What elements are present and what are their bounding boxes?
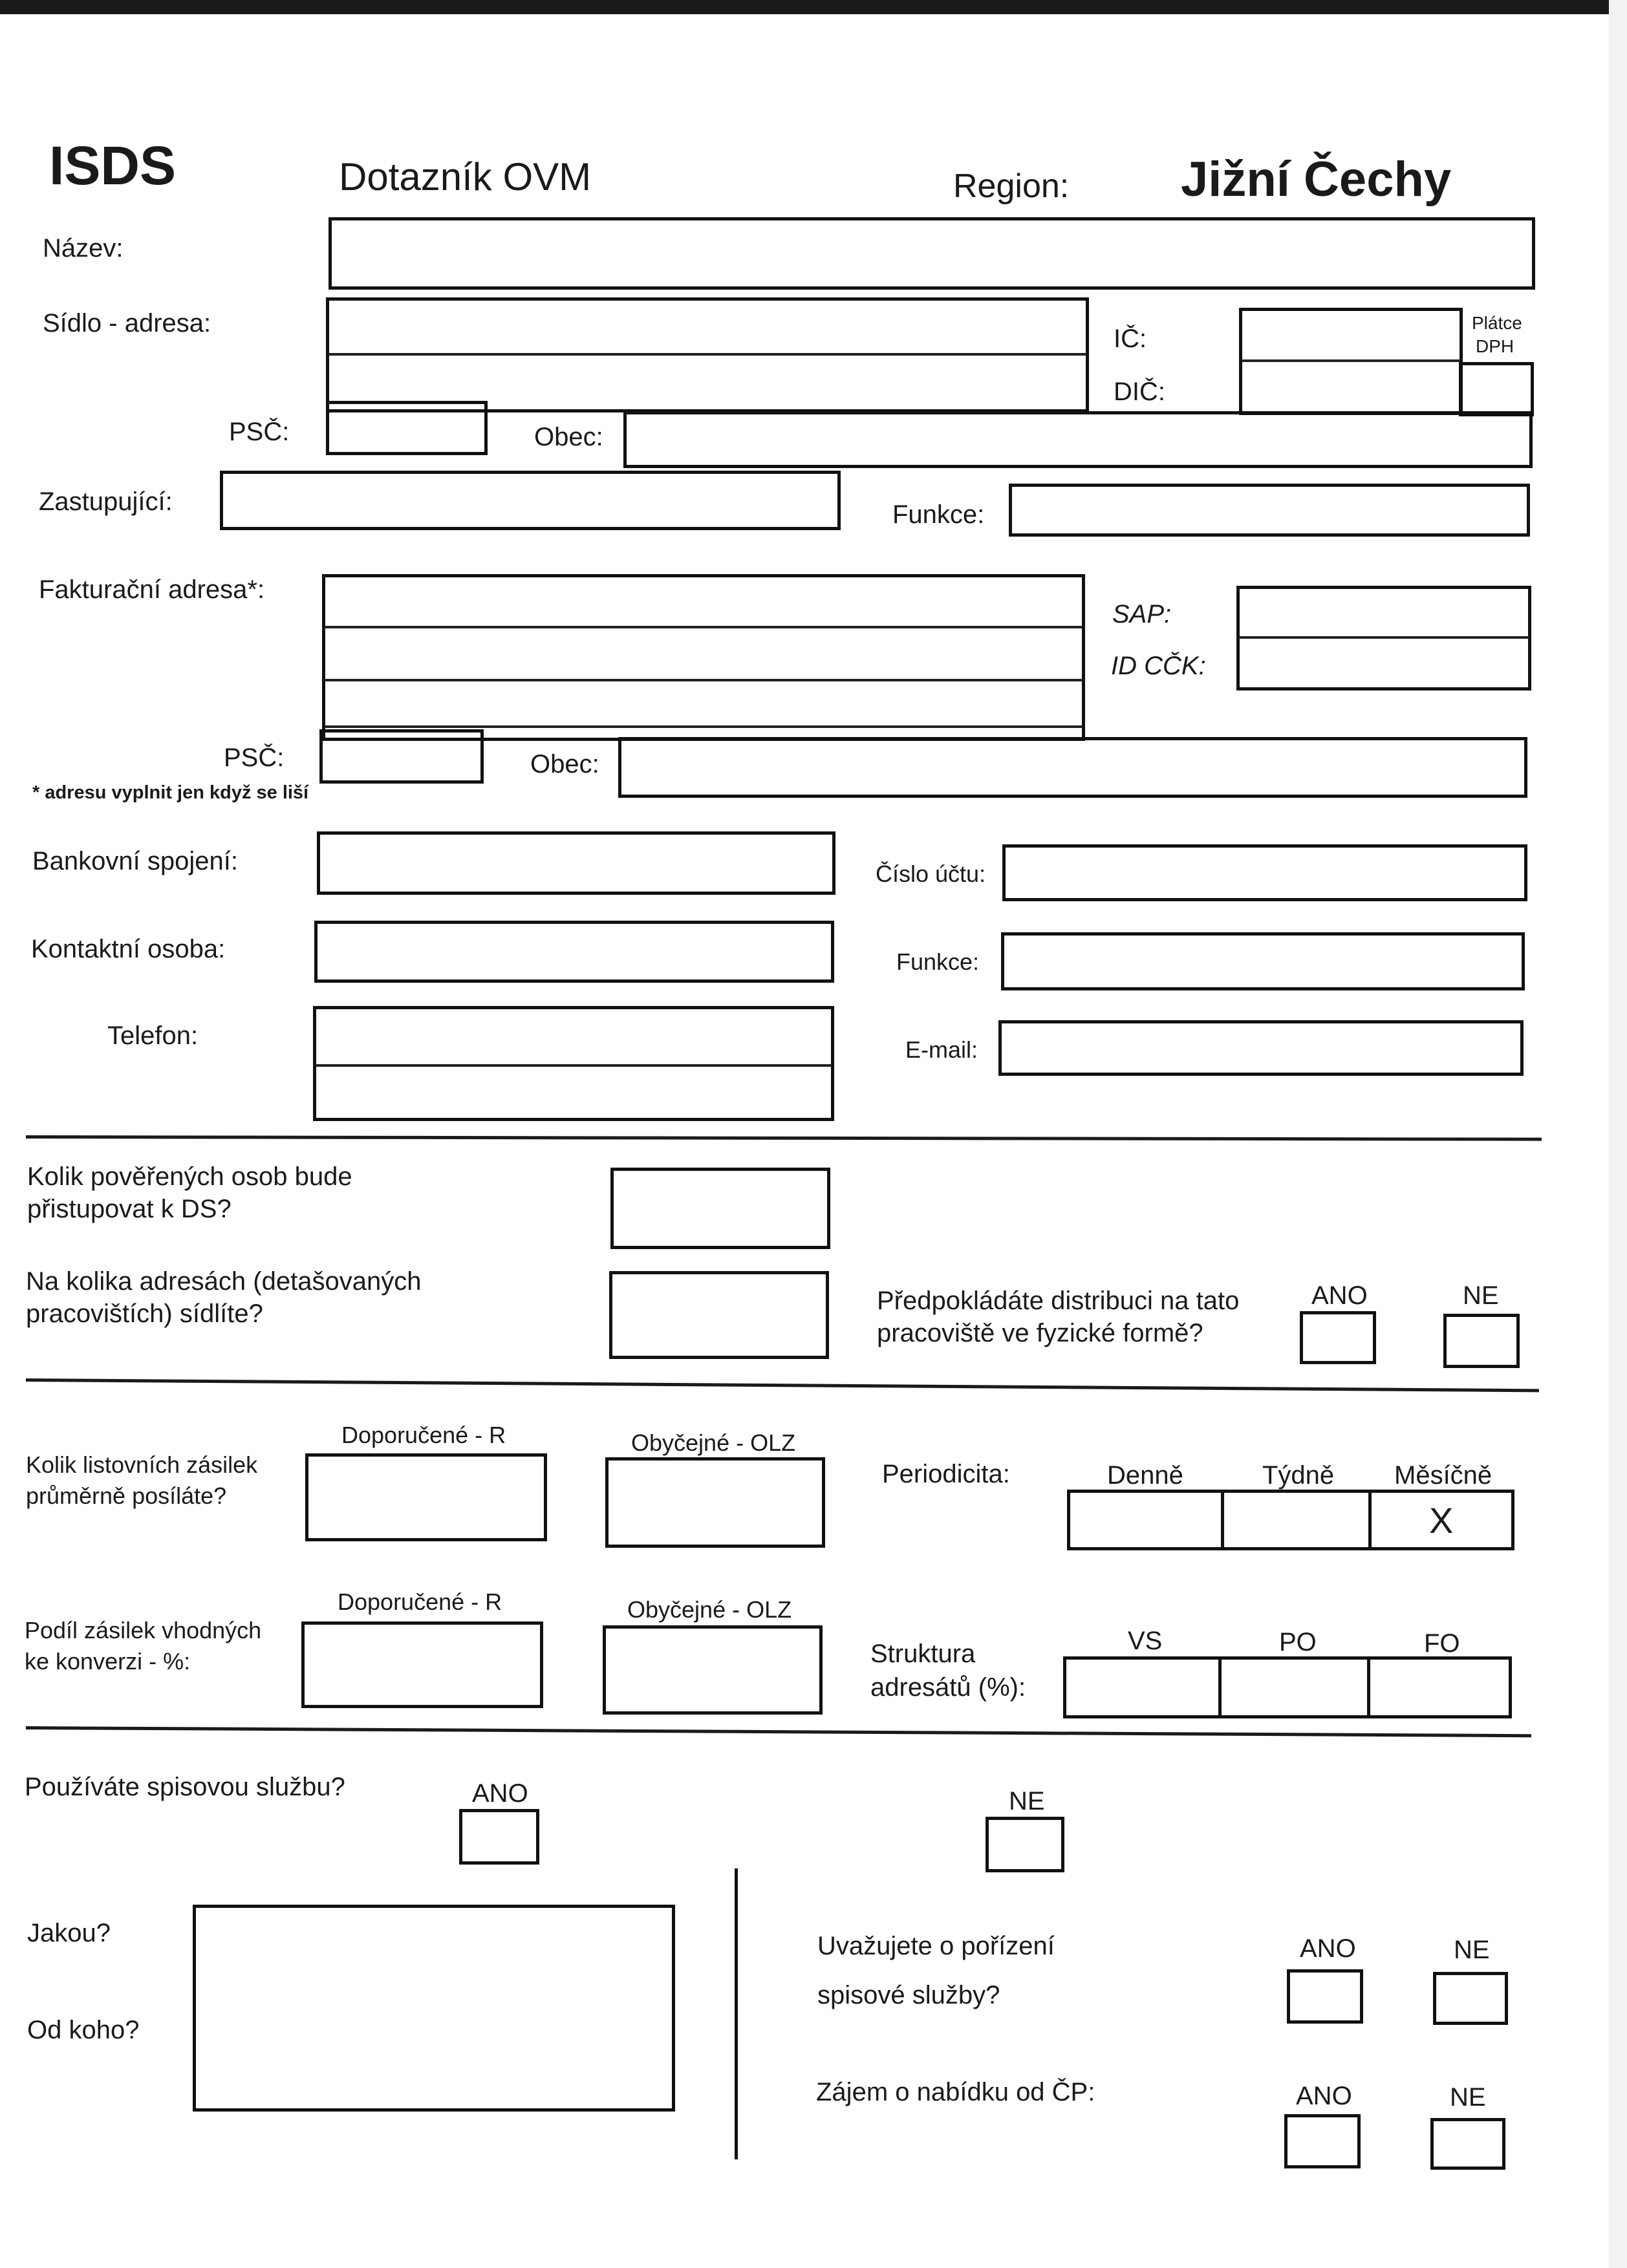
distribuce-ne-checkbox[interactable]	[1443, 1314, 1520, 1368]
funkce-label: Funkce:	[892, 500, 985, 529]
obec2-label: Obec:	[530, 750, 599, 778]
cislo-uctu-label: Číslo účtu:	[876, 861, 986, 887]
jakou-label: Jakou?	[27, 1919, 111, 1947]
platce-label-2: DPH	[1476, 336, 1514, 356]
uvazujete-line1: Uvažujete o pořízení	[817, 1932, 1055, 1960]
spis-ne-label: NE	[1009, 1787, 1045, 1815]
zajem-ano-label: ANO	[1296, 2082, 1352, 2110]
bankovni-label: Bankovní spojení:	[32, 847, 238, 875]
obec-label: Obec:	[534, 423, 603, 451]
id-cck-label: ID CČK:	[1111, 652, 1206, 680]
fakturacni-address-field[interactable]	[322, 574, 1085, 741]
section-divider-2	[26, 1378, 1539, 1392]
sidlo-divider	[329, 353, 1086, 356]
section-divider-3	[26, 1726, 1531, 1737]
uvazujete-ano-checkbox[interactable]	[1287, 1969, 1363, 2024]
obycejne-label: Obyčejné - OLZ	[631, 1429, 796, 1456]
fakturacni-label: Fakturační adresa*:	[39, 575, 265, 604]
struktura-po-cell[interactable]	[1222, 1660, 1367, 1715]
app-title: ISDS	[49, 135, 177, 196]
q-adresy-line2: pracovištích) sídlíte?	[26, 1300, 263, 1328]
telefon-label: Telefon:	[107, 1022, 199, 1050]
q-spisova-sluzba: Používáte spisovou službu?	[25, 1773, 345, 1801]
fakturacni-divider-2	[325, 679, 1083, 681]
q-poverene-line2: přistupovat k DS?	[27, 1195, 232, 1223]
struktura-vs-cell[interactable]	[1066, 1660, 1218, 1715]
tydne-cell[interactable]	[1224, 1493, 1368, 1547]
obycejne-field[interactable]	[605, 1457, 825, 1548]
doporucene2-field[interactable]	[301, 1621, 543, 1708]
uvazujete-ano-label: ANO	[1300, 1934, 1356, 1963]
scan-edge-top	[0, 0, 1627, 14]
poverene-osoby-field[interactable]	[610, 1168, 830, 1249]
struktura-label-2: adresátů (%):	[870, 1673, 1026, 1702]
funkce2-label: Funkce:	[896, 948, 980, 975]
spis-ano-label: ANO	[472, 1779, 528, 1808]
ic-dic-divider	[1242, 359, 1460, 362]
jakou-od-koho-field[interactable]	[193, 1905, 675, 2112]
bankovni-field[interactable]	[317, 831, 835, 895]
q-distribuce-line2: pracoviště ve fyzické formě?	[877, 1319, 1203, 1347]
denne-cell[interactable]	[1070, 1493, 1221, 1547]
denne-label: Denně	[1107, 1461, 1183, 1490]
obycejne2-field[interactable]	[603, 1625, 823, 1715]
dic-label: DIČ:	[1114, 378, 1165, 406]
kontaktni-field[interactable]	[314, 921, 834, 983]
mesicne-label: Měsíčně	[1394, 1461, 1492, 1490]
spis-ano-checkbox[interactable]	[459, 1809, 539, 1865]
psc2-field[interactable]	[319, 729, 484, 784]
address-note: * adresu vyplnit jen když se liší	[32, 782, 309, 803]
kontaktni-label: Kontaktní osoba:	[31, 935, 226, 963]
q-adresy-line1: Na kolika adresách (detašovaných	[26, 1267, 422, 1296]
mesicne-cell-mark[interactable]: X	[1429, 1500, 1454, 1541]
uvazujete-ne-checkbox[interactable]	[1433, 1972, 1508, 2025]
funkce-field[interactable]	[1009, 484, 1530, 537]
vs-label: VS	[1128, 1627, 1163, 1655]
obec-field[interactable]	[623, 411, 1533, 468]
doporucene-label: Doporučené - R	[341, 1422, 506, 1448]
email-field[interactable]	[998, 1020, 1524, 1076]
section4-vertical-divider	[735, 1868, 738, 2159]
periodicita-label: Periodicita:	[882, 1460, 1010, 1488]
email-label: E-mail:	[905, 1036, 978, 1063]
platce-dph-checkbox[interactable]	[1459, 362, 1534, 416]
telefon-divider	[316, 1064, 832, 1067]
section-divider-1	[26, 1135, 1542, 1141]
od-koho-label: Od koho?	[27, 2016, 140, 2044]
fo-label: FO	[1424, 1629, 1460, 1658]
psc2-label: PSČ:	[224, 744, 285, 772]
q-konverze-line1: Podíl zásilek vhodných	[25, 1617, 262, 1643]
nazev-field[interactable]	[329, 217, 1535, 290]
sidlo-label: Sídlo - adresa:	[43, 309, 211, 337]
obec2-field[interactable]	[618, 737, 1527, 798]
region-label: Region:	[953, 167, 1070, 205]
q-poverene-line1: Kolik pověřených osob bude	[27, 1162, 352, 1191]
fakturacni-divider-3	[325, 725, 1083, 728]
zajem-label: Zájem o nabídku od ČP:	[816, 2078, 1095, 2106]
cislo-uctu-field[interactable]	[1002, 844, 1527, 901]
struktura-label-1: Struktura	[870, 1640, 976, 1668]
adresy-count-field[interactable]	[609, 1271, 829, 1359]
distribuce-ano-label: ANO	[1311, 1281, 1368, 1310]
zastupujici-field[interactable]	[220, 471, 841, 530]
q-konverze-line2: ke konverzi - %:	[25, 1648, 191, 1674]
obycejne2-label: Obyčejné - OLZ	[627, 1596, 792, 1623]
tydne-label: Týdně	[1262, 1461, 1335, 1490]
nazev-label: Název:	[43, 234, 124, 262]
sap-idcck-divider	[1239, 636, 1529, 639]
platce-label-1: Plátce	[1472, 313, 1522, 333]
uvazujete-ne-label: NE	[1454, 1936, 1490, 1964]
q-distribuce-line1: Předpokládáte distribuci na tato	[877, 1287, 1240, 1315]
form-title: Dotazník OVM	[339, 155, 592, 198]
psc-label: PSČ:	[229, 418, 290, 446]
distribuce-ano-checkbox[interactable]	[1300, 1311, 1376, 1364]
scan-edge-right	[1609, 0, 1627, 2268]
zajem-ne-label: NE	[1450, 2083, 1486, 2112]
zajem-ano-checkbox[interactable]	[1284, 2114, 1361, 2168]
periodicita-sep-2	[1368, 1490, 1372, 1550]
zastupujici-label: Zastupující:	[39, 487, 173, 516]
q-zasilky-line2: průměrně posíláte?	[26, 1482, 227, 1509]
q-zasilky-line1: Kolik listovních zásilek	[26, 1451, 258, 1478]
distribuce-ne-label: NE	[1463, 1281, 1499, 1310]
psc-field[interactable]	[326, 401, 488, 455]
region-value: Jižní Čechy	[1181, 152, 1452, 207]
spis-ne-checkbox[interactable]	[986, 1817, 1064, 1872]
funkce2-field[interactable]	[1001, 932, 1525, 990]
struktura-fo-cell[interactable]	[1370, 1660, 1509, 1715]
ic-label: IČ:	[1114, 325, 1147, 353]
doporucene2-label: Doporučené - R	[338, 1589, 502, 1615]
po-label: PO	[1279, 1628, 1317, 1656]
fakturacni-divider-1	[325, 626, 1083, 628]
uvazujete-line2: spisové služby?	[817, 1981, 1000, 2009]
telefon-field[interactable]	[313, 1006, 834, 1121]
zajem-ne-checkbox[interactable]	[1430, 2118, 1505, 2170]
doporucene-field[interactable]	[305, 1453, 547, 1541]
sap-label: SAP:	[1112, 600, 1172, 628]
